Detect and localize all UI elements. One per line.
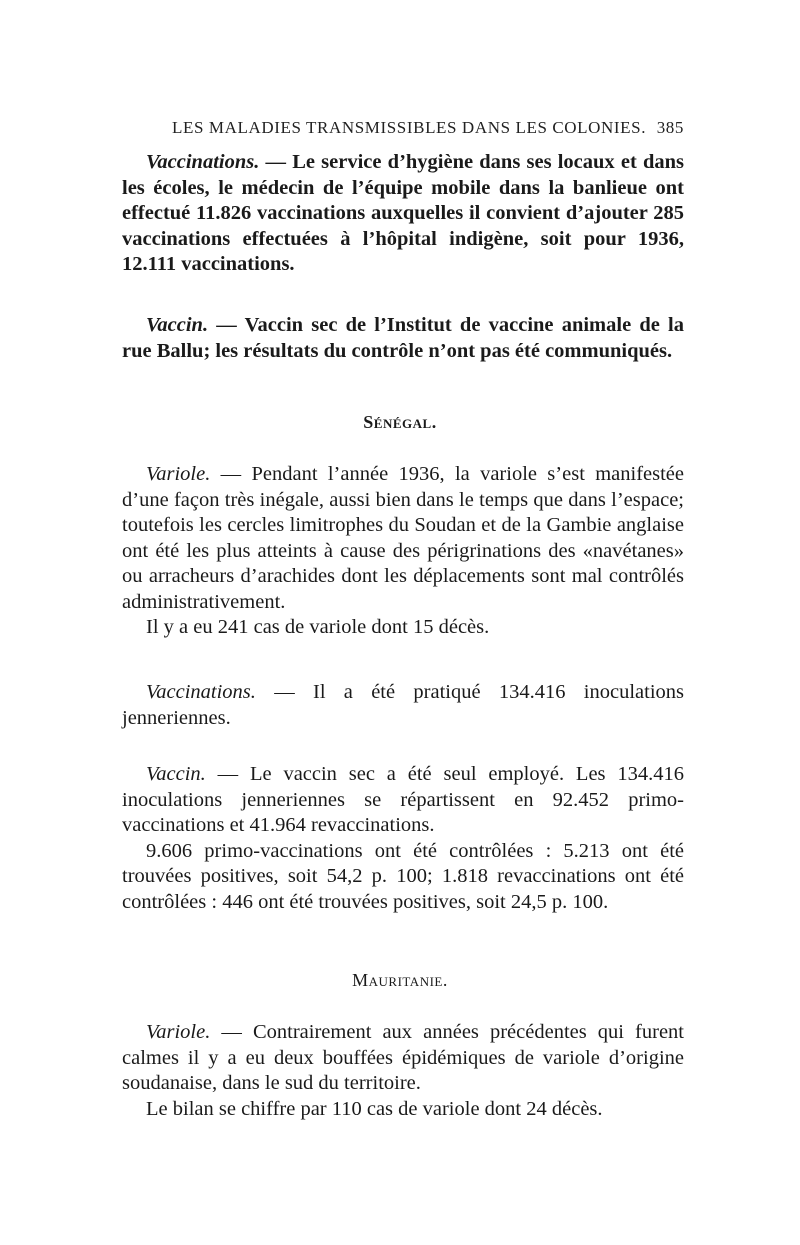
page-number: 385: [656, 118, 684, 137]
paragraph-text: — Le vaccin sec a été seul employé. Les 134.416 inoculations jenneriennes se répartissent en 92.452 primo-vaccinations et 41.964 revaccinations.: [122, 763, 684, 836]
paragraph-continuation: Le bilan se chiffre par 110 cas de variole dont 24 décès.: [146, 1097, 603, 1120]
paragraph-text: — Il a été pratiqué 134.416 inoculations jenneriennes.: [122, 681, 684, 729]
vaccinations-paragraph: [122, 150, 684, 278]
paragraph-lead: Variole.: [146, 463, 211, 485]
paragraph-text: — Pendant l’année 1936, la variole s’est manifestée d’une façon très inégale, aussi bien dans le temps que dans l’espace; toutefois les cercles limitrophes du Soudan et de la Gambie anglaise ont été les plus atteints à cause des périgrinations des «navétanes» ou arracheurs d’arachides dont les déplacements sont mal contrôlés administrativement.: [122, 463, 684, 613]
senegal-vaccin-paragraph: [122, 762, 684, 915]
paragraph-continuation: Il y a eu 241 cas de variole dont 15 décès.: [146, 616, 490, 638]
section-heading-senegal: Sénégal.: [363, 412, 437, 432]
paragraph-lead: Variole.: [146, 1021, 211, 1043]
section-heading-mauritanie: Mauritanie.: [352, 970, 448, 990]
senegal-vaccinations-paragraph: [122, 680, 684, 731]
paragraph-text: — Le service d’hygiène dans ses locaux et dans les écoles, le médecin de l’équipe mobile dans la banlieue ont effectué 11.826 vaccinations auxquelles il convient d’ajouter 285 vaccinations effectuées à l’hôpital indigène, soit pour 1936, 12.111 vaccinations.: [122, 151, 684, 275]
mauritanie-variole-paragraph: [122, 1020, 684, 1122]
paragraph-lead: Vaccin.: [146, 314, 209, 336]
paragraph-text: — Contrairement aux années précédentes qui furent calmes il y a eu deux bouffées épidémiques de variole d’origine soudanaise, dans le sud du territoire.: [122, 1021, 684, 1094]
paragraph-lead: Vaccinations.: [146, 681, 256, 703]
senegal-variole-paragraph: [122, 462, 684, 641]
paragraph-text: — Vaccin sec de l’Institut de vaccine animale de la rue Ballu; les résultats du contrôle n’ont pas été communiqués.: [122, 314, 684, 362]
paragraph-continuation: 9.606 primo-vaccinations ont été contrôlées : 5.213 ont été trouvées positives, soit 54,2 p. 100; 1.818 revaccinations ont été contrôlées : 446 ont été trouvées positives, soit 24,5 p. 100.: [122, 839, 684, 913]
running-title: LES MALADIES TRANSMISSIBLES DANS LES COLONIES.: [172, 118, 647, 137]
paragraph-lead: Vaccin.: [146, 763, 206, 785]
paragraph-lead: Vaccinations.: [146, 151, 260, 173]
vaccin-paragraph: [122, 313, 684, 364]
running-header: [172, 118, 684, 138]
